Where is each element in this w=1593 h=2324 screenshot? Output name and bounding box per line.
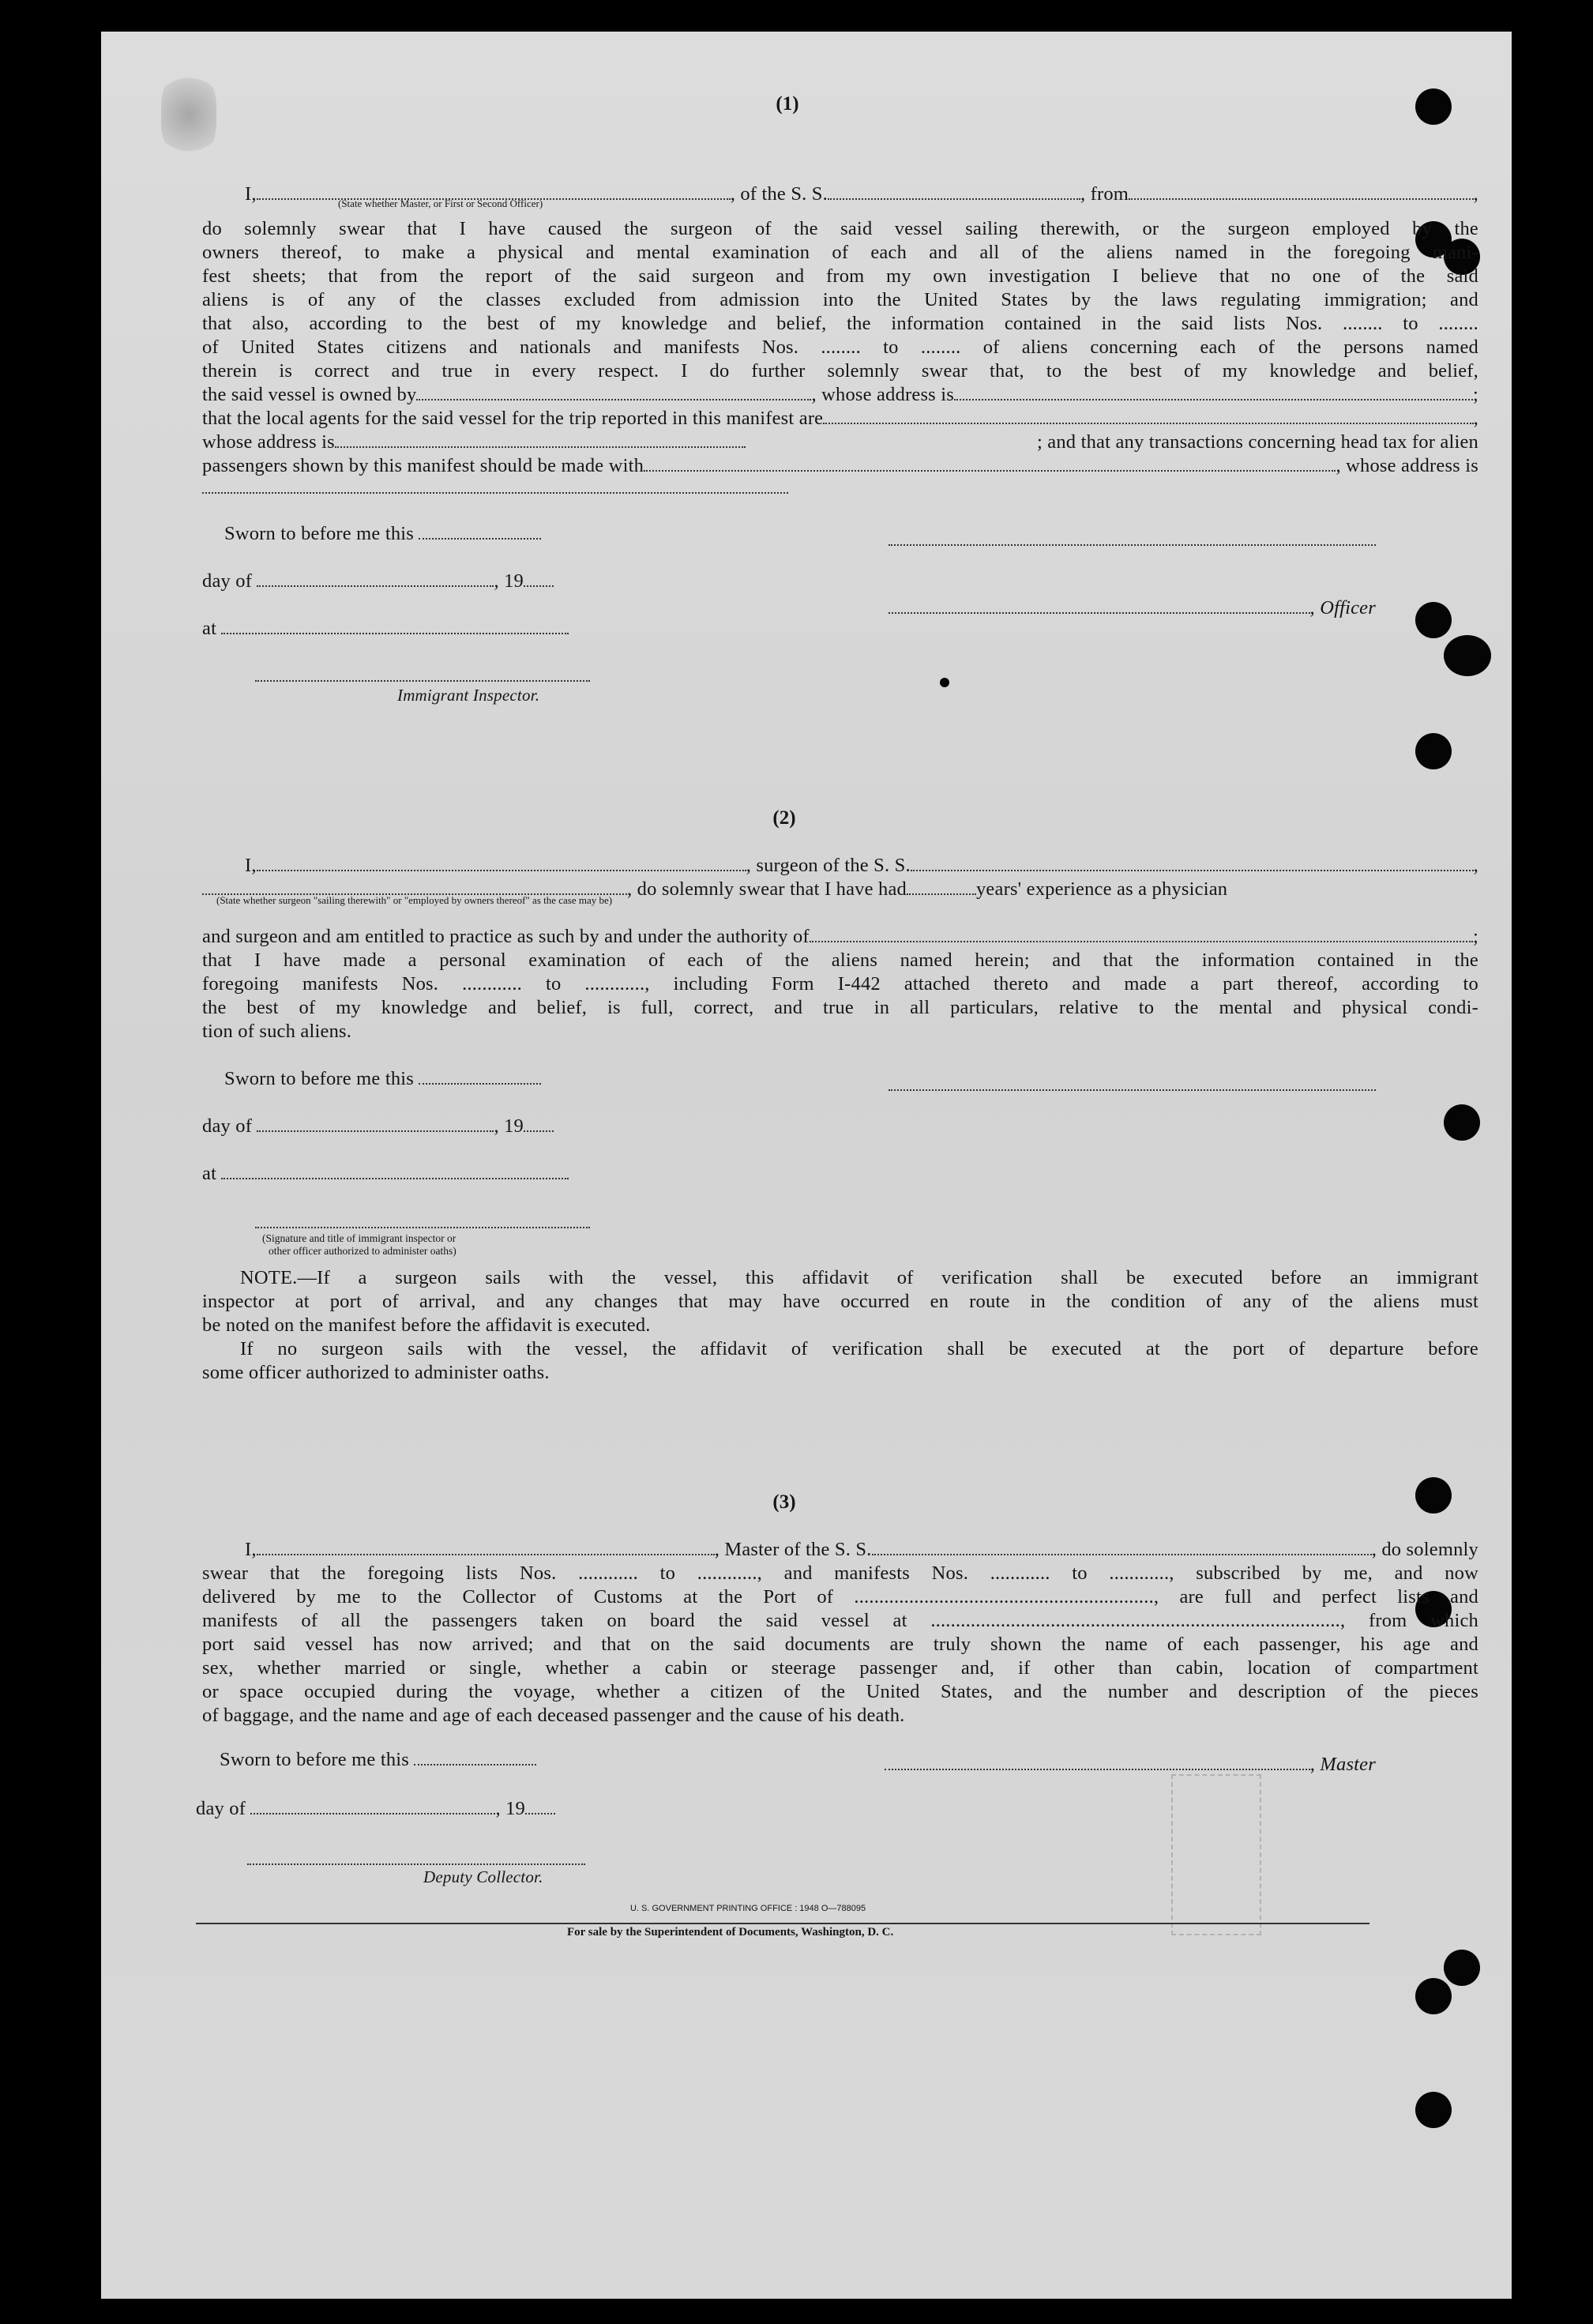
s1-p-5: of United States citizens and nationals and manifests Nos. ........ to ........ of aliens concerning each of the persons named [202, 337, 1478, 358]
punch-hole-12 [1415, 2092, 1452, 2128]
s1-p-4: that also, according to the best of my knowledge and belief, the information contained in the said lists Nos. ........ to ........ [202, 313, 1478, 334]
s2-day-field [257, 1130, 494, 1132]
s2-auth-b: ; [1472, 926, 1478, 947]
s3-p-3: port said vessel has now arrived; and that on the said documents are truly shown the name of each passenger, his age and [202, 1634, 1478, 1655]
s2-day [202, 1115, 554, 1138]
s2-note2-last: some officer authorized to administer oaths. [202, 1362, 550, 1383]
s1-sworn-text: Sworn to before me this [224, 523, 419, 544]
punch-hole-5 [1444, 635, 1491, 676]
master-name-field [257, 1553, 715, 1555]
s2-p-1: foregoing manifests Nos. ............ to ............, including Form I-442 attached thereto and made a part thereof, according to [202, 973, 1478, 995]
page-number-stamp [161, 71, 216, 158]
s2-year-text: , 19 [494, 1115, 524, 1137]
s2-p-0: that I have made a personal examination of each of the aliens named herein; and that the information contained in the [202, 950, 1478, 971]
s3-day-field [250, 1812, 495, 1814]
s2-l1c: , [1473, 855, 1478, 876]
s1-pass-line [202, 455, 1478, 479]
s3-master-text: , Master [1309, 1754, 1376, 1775]
s3-l1b: , Master of the S. S. [714, 1539, 872, 1560]
s2-surgeon-signature-line [889, 1089, 1376, 1091]
s2-sig-1: (Signature and title of immigrant inspector or [262, 1232, 456, 1244]
s3-day-text: day of [196, 1798, 251, 1819]
s3-day [196, 1798, 555, 1820]
s2-auth-line [202, 926, 1478, 950]
s1-p-0: do solemnly swear that I have caused the surgeon of the said vessel sailing therewith, or the surgeon employed by the [202, 218, 1478, 239]
s3-l1c: , do solemnly [1371, 1539, 1478, 1560]
footer-rule [196, 1923, 1369, 1924]
s3-first-line [245, 1539, 1478, 1561]
s1-p-1: owners thereof, to make a physical and mental examination of each and all of the aliens named in the foregoing mani- [202, 242, 1478, 263]
s1-p-6: therein is correct and true in every respect. I do further solemnly swear that, to the best of my knowledge and belief, [202, 360, 1478, 382]
s2-inspector-signature-line [255, 1226, 590, 1228]
s1-l1a: I, [245, 183, 257, 205]
s2-paragraph [202, 926, 1478, 1044]
s2-l1b: , surgeon of the S. S. [746, 855, 911, 876]
s3-p-2: manifests of all the passengers taken on board the said vessel at .................................................................................., from which [202, 1610, 1478, 1631]
s1-l1b: , of the S. S. [730, 183, 828, 205]
s1-day-text: day of [202, 570, 257, 592]
s2-at-text: at [202, 1163, 222, 1184]
head-tax-address-field [202, 491, 788, 494]
s1-agents: that the local agents for the said vessel for the trip reported in this manifest are [202, 408, 824, 429]
s2-l2b: years' experience as a physician [975, 878, 1228, 900]
from-port-field [1129, 197, 1474, 200]
section-1-number: (1) [776, 93, 799, 115]
agents-address-field [335, 446, 746, 448]
s1-year-text: , 19 [494, 570, 524, 592]
s2-sig-2: other officer authorized to administer oaths) [269, 1245, 456, 1257]
s1-owned-c: ; [1472, 384, 1478, 405]
s1-at-field [221, 632, 569, 634]
years-experience-field [907, 893, 976, 895]
s3-year-text: , 19 [495, 1798, 525, 1819]
s2-note-last: be noted on the manifest before the affidavit is executed. [202, 1314, 651, 1336]
s2-hint: (State whether surgeon "sailing therewith" or "employed by owners thereof" as the case may be) [216, 894, 613, 906]
s3-p-1: delivered by me to the Collector of Customs at the Port of ............................................................, are full and perfect lists and [202, 1586, 1478, 1608]
s1-pass-a: passengers shown by this manifest should be made with [202, 455, 644, 476]
s1-p-2: fest sheets; that from the report of the said surgeon and from my own investigation I believe that no one of the said [202, 265, 1478, 287]
s3-sworn-text: Sworn to before me this [220, 1749, 415, 1770]
s1-owned-b: , whose address is [811, 384, 954, 405]
practice-authority-field [810, 940, 1473, 942]
s1-paragraph [202, 218, 1478, 479]
punch-hole-11 [1415, 1978, 1452, 2014]
s1-officer-field [889, 611, 1310, 614]
s3-sworn [220, 1749, 536, 1771]
s1-day [202, 570, 554, 592]
s2-at [202, 1163, 569, 1185]
s3-deputy-label: Deputy Collector. [423, 1867, 543, 1886]
s3-vessel-field [872, 1553, 1372, 1555]
s1-agents-end: , [1473, 408, 1478, 429]
s2-sworn [224, 1068, 541, 1090]
s3-year-field [525, 1812, 555, 1814]
s2-p-last: tion of such aliens. [202, 1021, 352, 1042]
s1-agents-line [202, 408, 1478, 431]
s2-at-field [221, 1177, 569, 1179]
punch-hole-10 [1444, 1950, 1480, 1986]
vessel-name-field [828, 197, 1080, 200]
s2-year-field [524, 1130, 554, 1132]
s2-auth-a: and surgeon and am entitled to practice as such by and under the authority of [202, 926, 810, 947]
s2-first-line [245, 855, 1478, 877]
s1-at [202, 618, 569, 640]
owner-address-field [954, 398, 1473, 400]
surgeon-name-field [257, 869, 746, 871]
printer-line: U. S. GOVERNMENT PRINTING OFFICE : 1948 O—788095 [630, 1904, 866, 1913]
s1-p-3: aliens is of any of the classes excluded from admission into the United States by the laws regulating immigration; and [202, 289, 1478, 310]
s2-note-1: inspector at port of arrival, and any changes that may have occurred en route in the condition of any of the aliens must [202, 1291, 1478, 1312]
s3-sworn-field [414, 1763, 536, 1766]
s3-master-line [885, 1754, 1376, 1776]
s1-l1c: , from [1080, 183, 1129, 205]
s2-l2a: , do solemnly swear that I have had [627, 878, 907, 900]
s1-whose-a: whose address is [202, 431, 335, 453]
head-tax-party-field [644, 469, 1336, 472]
s3-deputy-signature-line [247, 1863, 585, 1865]
s2-p-2: the best of my knowledge and belief, is full, correct, and true in all particulars, relative to the mental and physical condi- [202, 997, 1478, 1018]
s1-owned-line [202, 384, 1478, 408]
s1-owned-a: the said vessel is owned by [202, 384, 417, 405]
s3-l1a: I, [245, 1539, 257, 1560]
s1-l1d: , [1473, 183, 1478, 205]
section-2-number: (2) [772, 807, 796, 829]
s1-whose-b: ; and that any transactions concerning head tax for alien [1036, 431, 1478, 453]
s1-officer-signature-line [889, 543, 1376, 546]
s2-l1a: I, [245, 855, 257, 876]
agents-field [823, 422, 1473, 424]
s1-hint: (State whether Master, or First or Second Officer) [338, 197, 543, 209]
s1-at-text: at [202, 618, 222, 639]
form-page [101, 32, 1512, 2299]
s1-whose-line [202, 431, 1478, 455]
s3-master-field [885, 1768, 1310, 1770]
punch-hole-1 [1415, 88, 1452, 125]
punch-hole-4 [1415, 602, 1452, 638]
s3-paragraph [202, 1562, 1478, 1728]
s2-day-text: day of [202, 1115, 257, 1137]
s1-inspector-label: Immigrant Inspector. [397, 686, 540, 705]
s1-inspector-signature-line [255, 679, 590, 682]
s1-sworn [224, 523, 541, 545]
s1-day-field [257, 585, 494, 587]
s1-sworn-field [419, 537, 541, 540]
s2-note2: If no surgeon sails with the vessel, the affidavit of verification shall be executed at the port of departure before [240, 1338, 1478, 1359]
s3-p-last: of baggage, and the name and age of each deceased passenger and the cause of his death. [202, 1705, 905, 1726]
s1-year-field [524, 585, 554, 587]
s2-note-0: NOTE.—If a surgeon sails with the vessel, this affidavit of verification shall be executed before an immigrant [240, 1267, 1478, 1288]
s1-pass-b: , whose address is [1336, 455, 1478, 476]
s2-vessel-field [911, 869, 1474, 871]
punch-hole-8 [1415, 1477, 1452, 1514]
s3-p-4: sex, whether married or single, whether a cabin or steerage passenger and, if other than cabin, location of compartment [202, 1657, 1478, 1679]
s1-officer-line [889, 597, 1376, 619]
owner-field [416, 398, 811, 400]
s2-note [202, 1267, 1478, 1386]
s2-sworn-text: Sworn to before me this [224, 1068, 419, 1089]
punch-hole-6 [1415, 733, 1452, 769]
s2-sworn-field [419, 1082, 541, 1085]
section-3-number: (3) [772, 1491, 796, 1513]
s3-p-5: or space occupied during the voyage, whether a citizen of the United States, and the number and description of the pieces [202, 1681, 1478, 1702]
faded-stamp [1171, 1774, 1261, 1935]
ink-spot [940, 678, 949, 687]
punch-hole-7 [1444, 1104, 1480, 1141]
s3-p-0: swear that the foregoing lists Nos. ............ to ............, and manifests Nos. ............ to ............, subscribed by me, and now [202, 1562, 1478, 1584]
sale-line: For sale by the Superintendent of Documents, Washington, D. C. [567, 1926, 894, 1939]
s1-officer-text: , Officer [1309, 597, 1376, 619]
